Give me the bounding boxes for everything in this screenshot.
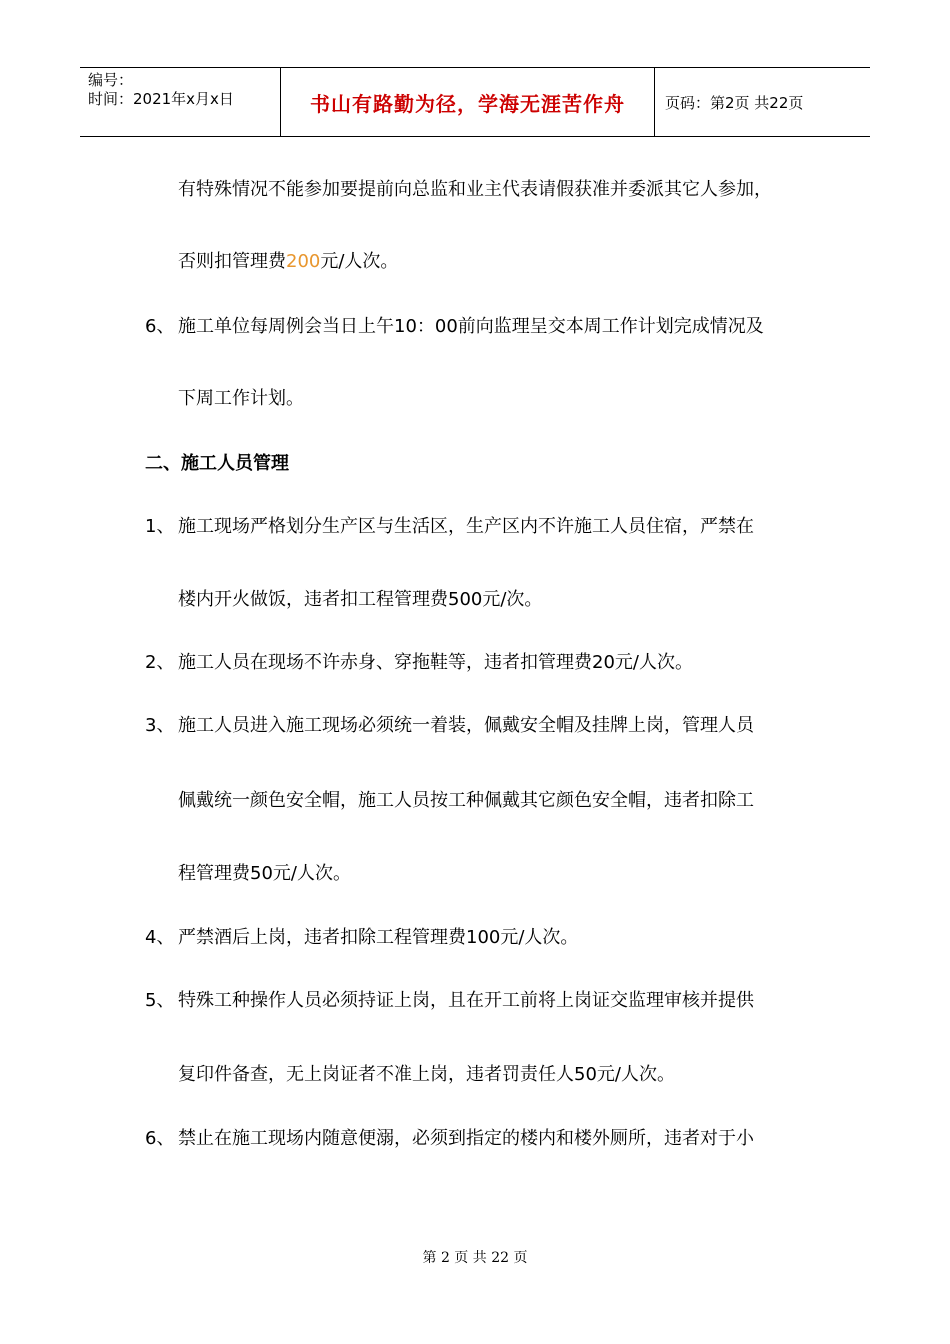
body-line: 复印件备查，无上岗证者不准上岗，违者罚责任人50元/人次。 <box>178 1064 675 1085</box>
header-motto-cell <box>281 68 655 136</box>
item-number: 3、 <box>145 715 175 736</box>
item-number: 4、 <box>145 927 175 948</box>
body-line: 施工人员进入施工现场必须统一着装，佩戴安全帽及挂牌上岗，管理人员 <box>178 715 754 736</box>
body-line: 程管理费50元/人次。 <box>178 863 351 884</box>
section-heading: 二、施工人员管理 <box>145 453 289 474</box>
body-line: 严禁酒后上岗，违者扣除工程管理费100元/人次。 <box>178 927 579 948</box>
body-line: 特殊工种操作人员必须持证上岗，且在开工前将上岗证交监理审核并提供 <box>178 990 754 1011</box>
page-footer: 第 2 页 共 22 页 <box>422 1250 528 1266</box>
body-line: 施工人员在现场不许赤身、穿拖鞋等，违者扣管理费20元/人次。 <box>178 652 693 673</box>
body-line: 佩戴统一颜色安全帽，施工人员按工种佩戴其它颜色安全帽，违者扣除工 <box>178 790 754 811</box>
document-number: 编号： <box>88 71 134 89</box>
item-number: 5、 <box>145 990 175 1011</box>
body-line: 有特殊情况不能参加要提前向总监和业主代表请假获准并委派其它人参加， <box>178 179 772 200</box>
body-line: 施工单位每周例会当日上午10：00前向监理呈交本周工作计划完成情况及 <box>178 316 764 337</box>
item-number: 2、 <box>145 652 175 673</box>
text-segment: 元/人次。 <box>320 251 399 272</box>
header-meta <box>80 68 281 136</box>
body-line <box>178 247 398 273</box>
item-number: 6、 <box>145 1128 175 1149</box>
item-number: 6、 <box>145 316 175 337</box>
body-line: 楼内开火做饭，违者扣工程管理费500元/次。 <box>178 589 543 610</box>
document-date: 时间：2021年x月x日 <box>88 90 234 108</box>
header-motto: 书山有路勤为径，学海无涯苦作舟 <box>310 91 625 116</box>
body-line: 下周工作计划。 <box>178 388 304 409</box>
highlighted-amount: 200 <box>286 251 321 272</box>
page-header <box>80 67 870 137</box>
header-page-info: 页码：第2页 共22页 <box>665 93 804 112</box>
item-number: 1、 <box>145 516 175 537</box>
body-line: 施工现场严格划分生产区与生活区，生产区内不许施工人员住宿，严禁在 <box>178 516 754 537</box>
text-segment: 否则扣管理费 <box>178 251 286 272</box>
body-line: 禁止在施工现场内随意便溺，必须到指定的楼内和楼外厕所，违者对于小 <box>178 1128 754 1149</box>
